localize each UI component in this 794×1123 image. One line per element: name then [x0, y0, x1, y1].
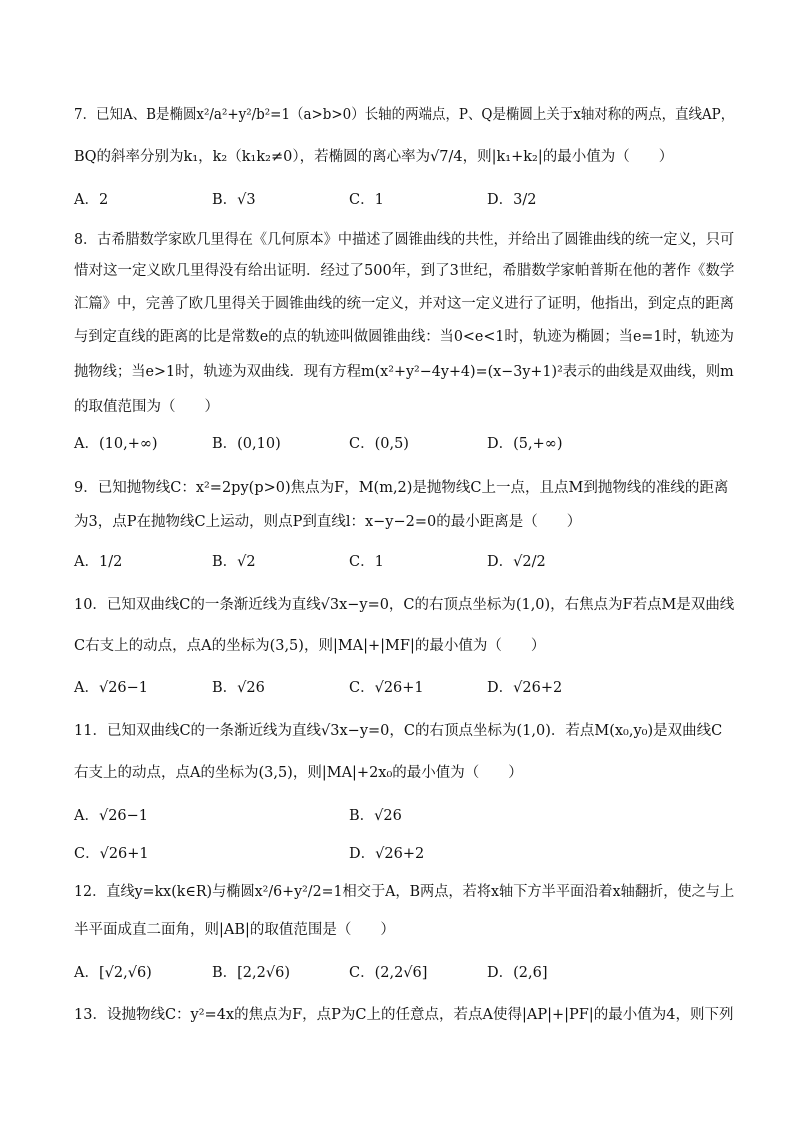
q8-option-a: A．(10,+∞) [74, 436, 158, 452]
q10-option-d: D．√26+2 [487, 680, 563, 696]
q13-line-1: 13．设抛物线C：y²=4x的焦点为F，点P为C上的任意点，若点A使得|AP|+|PF|的最小值为4，则下列 [74, 1007, 734, 1023]
q7-option-b: B．√3 [212, 192, 256, 208]
q10-option-b: B．√26 [212, 680, 265, 696]
q12-line-1: 12．直线y=kx(k∈R)与椭圆x²/6+y²/2=1相交于A，B两点，若将x轴下方半平面沿着x轴翻折，使之与上 [74, 884, 735, 900]
q8-option-c: C．(0,5) [349, 436, 409, 452]
q11-line-1: 11．已知双曲线C的一条渐近线为直线√3x−y=0，C的右顶点坐标为(1,0)．若点M(x₀,y₀)是双曲线C [74, 723, 723, 739]
q12-option-d: D．(2,6] [487, 965, 548, 981]
q12-line-2: 半平面成直二面角，则|AB|的取值范围是（ ） [74, 922, 395, 938]
q8-line-6: 的取值范围为（ ） [74, 399, 219, 415]
q10-line-1: 10．已知双曲线C的一条渐近线为直线√3x−y=0，C的右顶点坐标为(1,0)，右焦点为F若点M是双曲线 [74, 597, 735, 613]
q8-line-4: 与到定直线的距离的比是常数e的点的轨迹叫做圆锥曲线：当0<e<1时，轨迹为椭圆；当e=1时，轨迹为 [74, 329, 734, 345]
q12-option-c: C．(2,2√6] [349, 965, 428, 981]
q8-line-3: 汇篇》中，完善了欧几里得关于圆锥曲线的统一定义，并对这一定义进行了证明，他指出，到定点的距离 [74, 296, 734, 312]
q11-option-a: A．√26−1 [74, 808, 149, 824]
q11-option-b: B．√26 [349, 808, 402, 824]
q12-option-b: B．[2,2√6) [212, 965, 290, 981]
q7-line-1: 7．已知A、B是椭圆x²/a²+y²/b²=1（a>b>0）长轴的两端点，P、Q是椭圆上关于x轴对称的两点，直线AP， [74, 107, 735, 123]
q10-line-2: C右支上的动点，点A的坐标为(3,5)，则|MA|+|MF|的最小值为（ ） [74, 638, 546, 654]
q7-option-c: C．1 [349, 192, 384, 208]
q8-line-5: 抛物线；当e>1时，轨迹为双曲线．现有方程m(x²+y²−4y+4)=(x−3y+1)²表示的曲线是双曲线，则m [74, 364, 734, 380]
q8-option-d: D．(5,+∞) [487, 436, 563, 452]
q8-line-1: 8．古希腊数学家欧几里得在《几何原本》中描述了圆锥曲线的共性，并给出了圆锥曲线的统一定义，只可 [74, 232, 735, 248]
q9-option-a: A．1/2 [74, 554, 123, 570]
q8-line-2: 惜对这一定义欧几里得没有给出证明．经过了500年，到了3世纪，希腊数学家帕普斯在他的著作《数学 [74, 263, 735, 279]
q10-option-c: C．√26+1 [349, 680, 424, 696]
q11-option-c: C．√26+1 [74, 846, 149, 862]
q7-line-2: BQ的斜率分别为k₁，k₂（k₁k₂≠0），若椭圆的离心率为√7/4，则|k₁+k₂|的最小值为（ ） [74, 149, 674, 165]
q7-option-a: A．2 [74, 192, 109, 208]
q9-line-1: 9．已知抛物线C：x²=2py(p>0)焦点为F，M(m,2)是抛物线C上一点，且点M到抛物线的准线的距离 [74, 480, 729, 496]
q11-option-d: D．√26+2 [349, 846, 425, 862]
q7-option-d: D．3/2 [487, 192, 537, 208]
q9-option-d: D．√2/2 [487, 554, 546, 570]
q12-option-a: A．[√2,√6) [74, 965, 152, 981]
q11-line-2: 右支上的动点，点A的坐标为(3,5)，则|MA|+2x₀的最小值为（ ） [74, 765, 523, 781]
q8-option-b: B．(0,10) [212, 436, 281, 452]
q9-option-c: C．1 [349, 554, 384, 570]
q9-line-2: 为3，点P在抛物线C上运动，则点P到直线l：x−y−2=0的最小距离是（ ） [74, 514, 582, 530]
q9-option-b: B．√2 [212, 554, 256, 570]
q10-option-a: A．√26−1 [74, 680, 149, 696]
